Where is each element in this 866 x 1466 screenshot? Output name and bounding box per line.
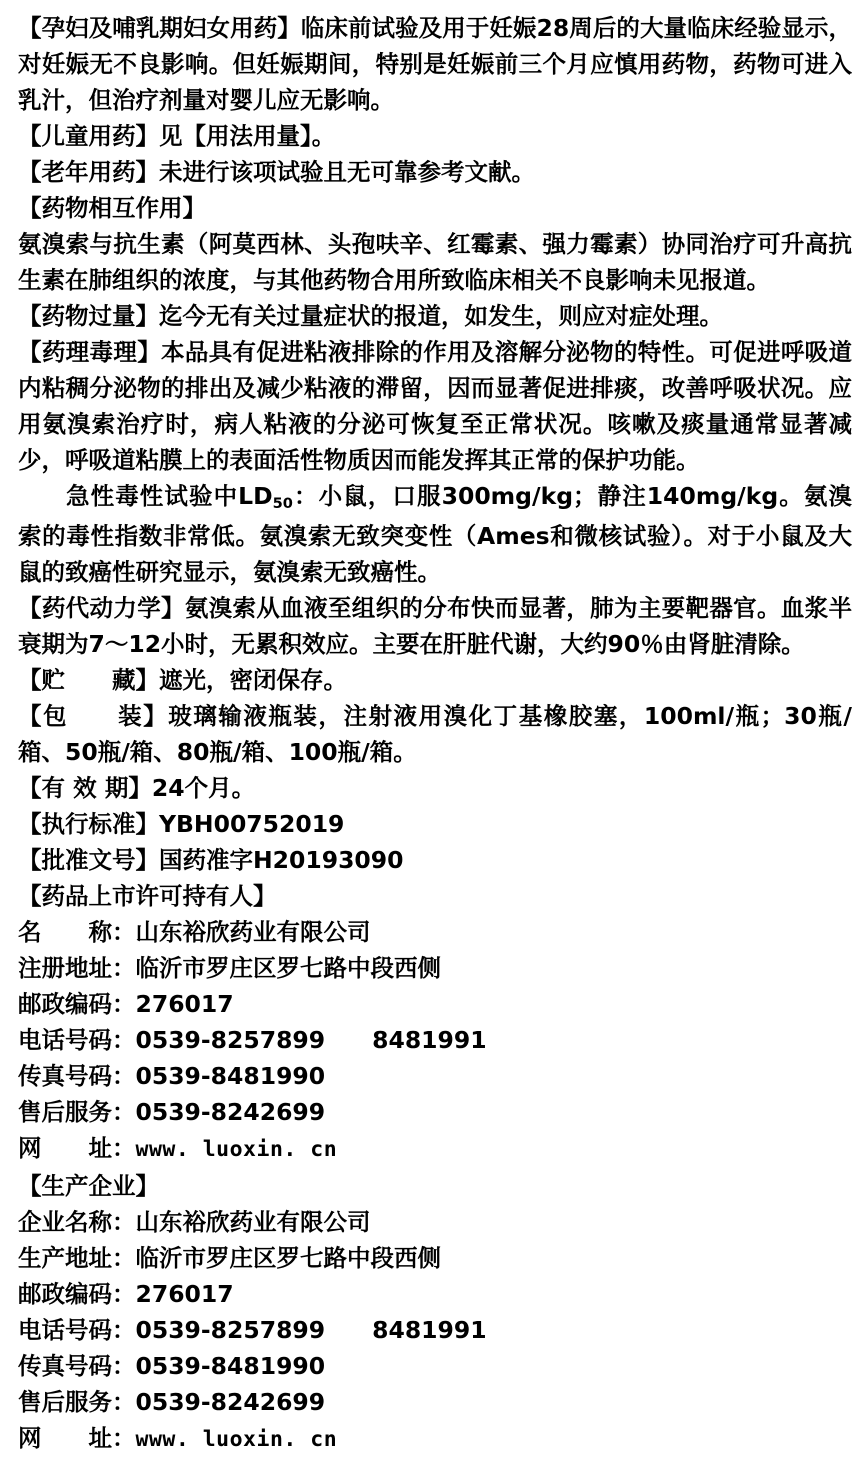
field-value: 临沂市罗庄区罗七路中段西侧 <box>135 1244 441 1272</box>
field-key: 售后服务： <box>18 1098 136 1126</box>
section-storage <box>18 662 852 698</box>
field-key: 生产地址： <box>18 1244 136 1272</box>
ld50-subscript: 50 <box>272 494 293 512</box>
field-value: 276017 <box>135 990 234 1018</box>
field-value: 0539-8242699 <box>135 1098 326 1126</box>
section-label: 【有 效 期】 <box>18 774 152 802</box>
section-label: 【执行标准】 <box>18 810 159 838</box>
section-pharmacology-toxicology <box>18 334 852 478</box>
mah-heading-label: 【药品上市许可持有人】 <box>18 882 277 910</box>
field-key: 传真号码： <box>18 1062 136 1090</box>
field-key: 名 称： <box>18 918 136 946</box>
mah-heading <box>18 878 852 914</box>
field-value: www. luoxin. cn <box>135 1427 338 1452</box>
section-overdose <box>18 298 852 334</box>
section-pregnancy-lactation <box>18 10 852 118</box>
section-label: 【老年用药】 <box>18 158 159 186</box>
section-text: 遮光，密闭保存。 <box>159 666 347 694</box>
field-key: 注册地址： <box>18 954 136 982</box>
mfr-address-row <box>18 1240 852 1276</box>
field-value: 0539-8257899 8481991 <box>135 1316 487 1344</box>
field-value: 0539-8481990 <box>135 1352 326 1380</box>
mah-phone-row <box>18 1022 852 1058</box>
mfr-website-row <box>18 1420 852 1458</box>
mfr-fax-row <box>18 1348 852 1384</box>
section-pediatric-use <box>18 118 852 154</box>
section-text: 本品具有促进粘液排除的作用及溶解分泌物的特性。可促进呼吸道内粘稠分泌物的排出及减少粘液的滞留，因而显著促进排痰，改善呼吸状况。应用氨溴索治疗时，病人粘液的分泌可恢复至正常状况。咳嗽及痰量通常显著减少，呼吸道粘膜上的表面活性物质因而能发挥其正常的保护功能。 <box>18 338 853 474</box>
section-label: 【贮 藏】 <box>18 666 159 694</box>
field-value: 临沂市罗庄区罗七路中段西侧 <box>135 954 441 982</box>
mah-website-row <box>18 1130 852 1168</box>
section-label: 【药理毒理】 <box>18 338 162 366</box>
mah-name-row <box>18 914 852 950</box>
section-pharmacokinetics <box>18 590 852 662</box>
section-text: 国药准字H20193090 <box>159 846 404 874</box>
section-packaging <box>18 698 852 770</box>
field-key: 传真号码： <box>18 1352 136 1380</box>
field-value: 0539-8481990 <box>135 1062 326 1090</box>
field-key: 电话号码： <box>18 1316 136 1344</box>
section-drug-interactions-body <box>18 226 852 298</box>
section-toxicity-detail <box>18 478 852 590</box>
section-label: 【包 装】 <box>18 702 169 730</box>
section-text: 见【用法用量】。 <box>159 122 336 150</box>
section-text: 未进行该项试验且无可靠参考文献。 <box>159 158 535 186</box>
section-geriatric-use <box>18 154 852 190</box>
field-key: 售后服务： <box>18 1388 136 1416</box>
section-text: 玻璃输液瓶装，注射液用溴化丁基橡胶塞，100ml/瓶；30瓶/箱、50瓶/箱、80瓶/箱、100瓶/箱。 <box>18 702 853 766</box>
section-approval-number <box>18 842 852 878</box>
field-value: 山东裕欣药业有限公司 <box>135 1208 371 1236</box>
section-drug-interactions-title <box>18 190 852 226</box>
manufacturer-heading-label: 【生产企业】 <box>18 1172 159 1200</box>
field-key: 网 址： <box>18 1134 136 1162</box>
mah-service-row <box>18 1094 852 1130</box>
field-key: 邮政编码： <box>18 990 136 1018</box>
mah-address-row <box>18 950 852 986</box>
field-value: 276017 <box>135 1280 234 1308</box>
field-value: 0539-8242699 <box>135 1388 326 1416</box>
section-text: 氨溴索从血液至组织的分布快而显著，肺为主要靶器官。血浆半衰期为7～12小时，无累积效应。主要在肝脏代谢，大约90％由肾脏清除。 <box>18 594 853 658</box>
section-label: 【儿童用药】 <box>18 122 159 150</box>
section-shelf-life <box>18 770 852 806</box>
mah-fax-row <box>18 1058 852 1094</box>
section-standard <box>18 806 852 842</box>
manufacturer-heading <box>18 1168 852 1204</box>
field-value: www. luoxin. cn <box>135 1137 338 1162</box>
field-key: 邮政编码： <box>18 1280 136 1308</box>
mah-postcode-row <box>18 986 852 1022</box>
field-value: 0539-8257899 8481991 <box>135 1026 487 1054</box>
section-label: 【药物相互作用】 <box>18 194 206 222</box>
toxicity-text-tail: ：小鼠，口服300mg/kg；静注140mg/kg。氨溴索的毒性指数非常低。氨溴索无致突变性（Ames和微核试验）。对于小鼠及大鼠的致癌性研究显示，氨溴索无致癌性。 <box>18 482 852 586</box>
section-text: 临床前试验及用于妊娠28周后的大量临床经验显示，对妊娠无不良影响。但妊娠期间，特别是妊娠前三个月应慎用药物，药物可进入乳汁，但治疗剂量对婴儿应无影响。 <box>18 14 853 114</box>
field-key: 电话号码： <box>18 1026 136 1054</box>
section-text: 24个月。 <box>151 774 256 802</box>
section-text: YBH00752019 <box>159 810 345 838</box>
section-text: 氨溴索与抗生素（阿莫西林、头孢呋辛、红霉素、强力霉素）协同治疗可升高抗生素在肺组织的浓度，与其他药物合用所致临床相关不良影响未见报道。 <box>18 230 852 294</box>
field-value: 山东裕欣药业有限公司 <box>135 918 371 946</box>
mfr-phone-row <box>18 1312 852 1348</box>
section-text: 迄今无有关过量症状的报道，如发生，则应对症处理。 <box>159 302 723 330</box>
section-label: 【药代动力学】 <box>18 594 185 622</box>
section-label: 【批准文号】 <box>18 846 159 874</box>
section-label: 【孕妇及哺乳期妇女用药】 <box>18 14 301 42</box>
mfr-service-row <box>18 1384 852 1420</box>
mfr-name-row <box>18 1204 852 1240</box>
toxicity-text-head: 急性毒性试验中LD <box>66 482 273 510</box>
section-label: 【药物过量】 <box>18 302 159 330</box>
field-key: 企业名称： <box>18 1208 136 1236</box>
field-key: 网 址： <box>18 1424 136 1452</box>
mfr-postcode-row <box>18 1276 852 1312</box>
